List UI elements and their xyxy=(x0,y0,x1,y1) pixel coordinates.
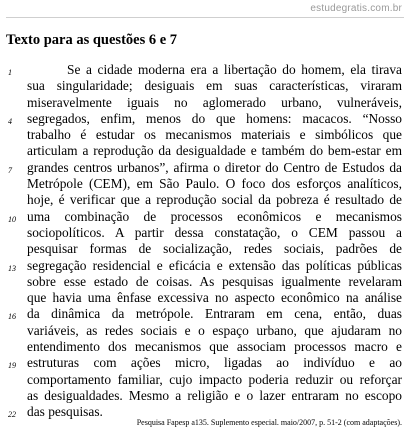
text-line-7 xyxy=(8,159,402,176)
line-text: entendimento dos mecanismos que associam processos macro e xyxy=(27,339,402,355)
text-line-14 xyxy=(27,274,402,290)
line-text: sobre esse estado de coisas. As pesquisas igualmente revelaram xyxy=(27,273,402,289)
line-text: segregação residencial e eficácia e extensão das políticas públicas xyxy=(27,257,402,273)
text-line-12 xyxy=(27,241,402,257)
text-line-3 xyxy=(27,95,402,111)
text-line-2 xyxy=(27,78,402,94)
text-line-5 xyxy=(27,127,402,143)
text-line-21 xyxy=(27,388,402,404)
text-line-18 xyxy=(27,339,402,355)
passage-text xyxy=(8,62,402,421)
line-text: sociopolíticos. A partir dessa constatação, o CEM passou a xyxy=(27,224,402,240)
passage-title: Texto para as questões 6 e 7 xyxy=(6,32,178,48)
line-text: miseravelmente iguais no aglomerado urbano, vulneráveis, xyxy=(27,94,402,110)
line-text: as desigualdades. Mesmo a religião e o lazer entraram no escopo xyxy=(27,387,402,403)
line-text: da dinâmica da metrópole. Entraram em cena, então, duas xyxy=(27,306,402,322)
line-number: 4 xyxy=(8,116,12,126)
line-text: hoje, é verificar que a reprodução social da pobreza é resultado de xyxy=(27,192,402,208)
text-line-17 xyxy=(27,323,402,339)
text-line-9 xyxy=(27,192,402,208)
line-text: pesquisar formas de socialização, redes sociais, padrões de xyxy=(27,241,402,257)
text-line-13 xyxy=(8,257,402,274)
text-line-6 xyxy=(27,143,402,159)
line-text: das pesquisas. xyxy=(27,404,103,420)
text-line-15 xyxy=(27,290,402,306)
text-line-11 xyxy=(27,225,402,241)
site-watermark: estudegratis.com.br xyxy=(310,3,402,14)
text-line-10 xyxy=(8,208,402,225)
line-text: Se a cidade moderna era a libertação do homem, ela tirava xyxy=(67,62,402,77)
text-line-19 xyxy=(8,355,402,371)
line-text: sua singularidade; desiguais em suas características, viraram xyxy=(27,78,402,94)
line-text: estruturas com ações micro, ligadas ao indivíduo e ao xyxy=(27,355,402,371)
text-line-4 xyxy=(8,110,402,127)
line-number: 1 xyxy=(8,68,12,77)
line-text: variáveis, as redes sociais e o espaço urbano, que ajudaram no xyxy=(27,322,402,338)
line-number: 16 xyxy=(8,312,16,322)
line-text: Metrópole (CEM), em São Paulo. O foco dos esforços analíticos, xyxy=(27,176,402,192)
line-number: 13 xyxy=(8,263,16,273)
line-text: que havia uma ênfase excessiva no aspecto econômico na análise xyxy=(27,290,402,306)
text-line-1 xyxy=(8,62,402,78)
line-text: grandes centros urbanos”, afirma o diretor do Centro de Estudos da xyxy=(27,159,402,175)
header-divider xyxy=(6,17,404,18)
line-number: 22 xyxy=(8,410,16,420)
line-number: 7 xyxy=(8,165,12,175)
text-line-20 xyxy=(27,372,402,388)
line-number: 10 xyxy=(8,214,16,224)
text-line-8 xyxy=(27,176,402,192)
line-text: comportamento familiar, cujo impacto poderia reduzir ou reforçar xyxy=(27,371,402,387)
source-citation: Pesquisa Fapesp a135. Suplemento especial. maio/2007, p. 51-2 (com adaptações). xyxy=(136,418,402,427)
line-text: segregados, enfim, menos do que homens: macacos. “Nosso xyxy=(27,110,402,126)
line-text: uma combinação de processos econômicos e mecanismos xyxy=(27,208,402,224)
line-number: 19 xyxy=(8,361,16,371)
line-text: trabalho é estudar os mecanismos materiais e simbólicos que xyxy=(27,127,402,143)
text-line-16 xyxy=(8,306,402,322)
line-text: articulam a reprodução da desigualdade e também do bem-estar em xyxy=(27,143,402,159)
